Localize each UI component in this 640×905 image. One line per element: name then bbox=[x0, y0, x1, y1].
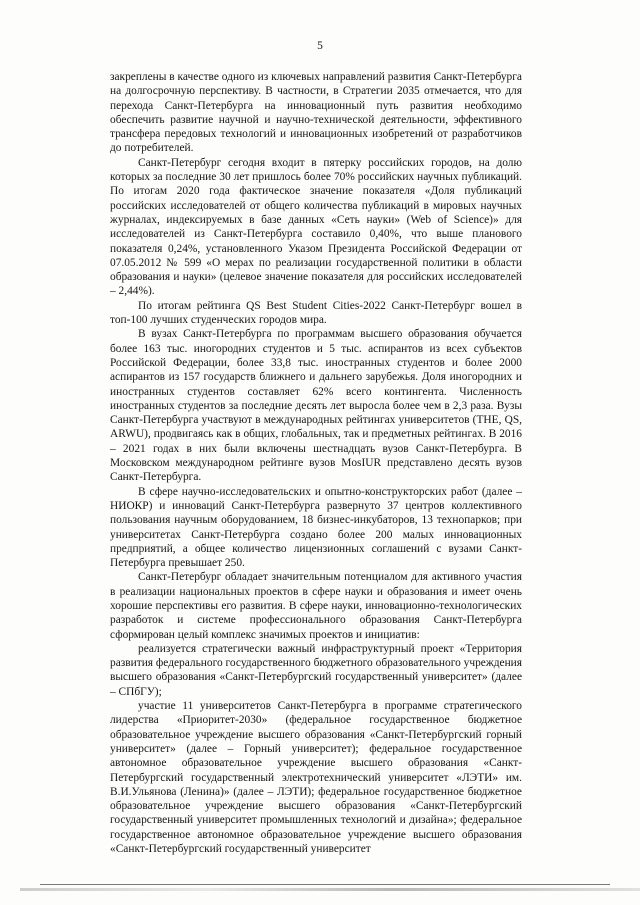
scan-edge bbox=[20, 888, 640, 891]
paragraph-potential: Санкт-Петербург обладает значительным потенциалом для активного участия в реализации национальных проектов в сфере науки и образования и имеет очень хорошие перспективы его развития. В сфере науки, инновационно-технологических разработок и системе профессионального образования Санкт-Петербурга сформирован целый комплекс значимых проектов и инициатив: bbox=[110, 571, 522, 641]
page-number: 5 bbox=[317, 40, 323, 52]
document-body bbox=[110, 70, 522, 856]
paragraph-qs-rating: По итогам рейтинга QS Best Student Cities-2022 Санкт-Петербург вошел в топ-100 лучших студенческих городов мира. bbox=[110, 299, 522, 327]
paragraph-strategy-2035: закреплены в качестве одного из ключевых направлений развития Санкт-Петербурга на долгосрочную перспективу. В частности, в Стратегии 2035 отмечается, что для перехода Санкт-Петербурга на инновационный путь развития необходимо обеспечить развитие научной и научно-технической деятельности, эффективного трансфера передовых технологий и инновационных изобретений от разработчиков до потребителей. bbox=[110, 71, 522, 155]
paragraph-universities-students: В вузах Санкт-Петербурга по программам высшего образования обучается более 163 тыс. иногородних студентов и 5 тыс. аспирантов из всех субъектов Российской Федерации, более 33,8 тыс. иностранных студентов и более 2000 аспирантов из 157 государств ближнего и дальнего зарубежья. Доля иногородних и иностранных студентов составляет 62% всего контингента. Численность иностранных студентов за последние десять лет выросла более чем в 2,3 раза. Вузы Санкт-Петербурга участвуют в международных рейтингах университетов (THE, QS, ARWU), продвигаясь как в общих, глобальных, так и предметных рейтингах. В 2016 – 2021 годах в них были включены шестнадцать вузов Санкт-Петербурга. В Московском международном рейтинге вузов MosIUR представлено десять вузов Санкт-Петербурга. bbox=[110, 328, 522, 484]
paragraph-publications: Санкт-Петербург сегодня входит в пятерку российских городов, на долю которых за последние 30 лет пришлось более 70% российских научных публикаций. По итогам 2020 года фактическое значение показателя «Доля публикаций российских исследователей от общего количества публикаций в мировых научных журналах, индексируемых в базе данных «Сеть науки» (Web of Science)» для исследователей из Санкт-Петербурга составило 0,40%, что выше планового показателя 0,24%, установленного Указом Президента Российской Федерации от 07.05.2012 № 599 «О мерах по реализации государственной политики в области образования и науки» (целевое значение показателя для российских исследователей – 2,44%). bbox=[110, 156, 522, 298]
paragraph-niokr: В сфере научно-исследовательских и опытно-конструкторских работ (далее – НИОКР) и инноваций Санкт-Петербурга развернуто 37 центров коллективного пользования научным оборудованием, 18 бизнес-инкубаторов, 13 технопарков; при университетах Санкт-Петербурга создано более 200 малых инновационных предприятий, а общее количество лицензионных соглашений с вузами Санкт-Петербурга превышает 250. bbox=[110, 485, 522, 570]
paragraph-spbgu-project: реализуется стратегически важный инфраструктурный проект «Территория развития федерального государственного бюджетного образовательного учреждения высшего образования «Санкт-Петербургский государственный университет» (далее – СПбГУ); bbox=[110, 642, 522, 698]
bottom-rule bbox=[40, 884, 610, 885]
paragraph-priority-2030: участие 11 университетов Санкт-Петербурга в программе стратегического лидерства «Приоритет-2030» (федеральное государственное бюджетное образовательное учреждение высшего образования «Санкт-Петербургский горный университет» (далее – Горный университет); федеральное государственное автономное образовательное учреждение высшего образования «Санкт-Петербургский государственный электротехнический университет «ЛЭТИ» им. В.И.Ульянова (Ленина)» (далее – ЛЭТИ); федеральное государственное бюджетное образовательное учреждение высшего образования «Санкт-Петербургский государственный университет промышленных технологий и дизайна»; федеральное государственное автономное образовательное учреждение высшего образования «Санкт-Петербургский государственный университет bbox=[110, 700, 522, 856]
